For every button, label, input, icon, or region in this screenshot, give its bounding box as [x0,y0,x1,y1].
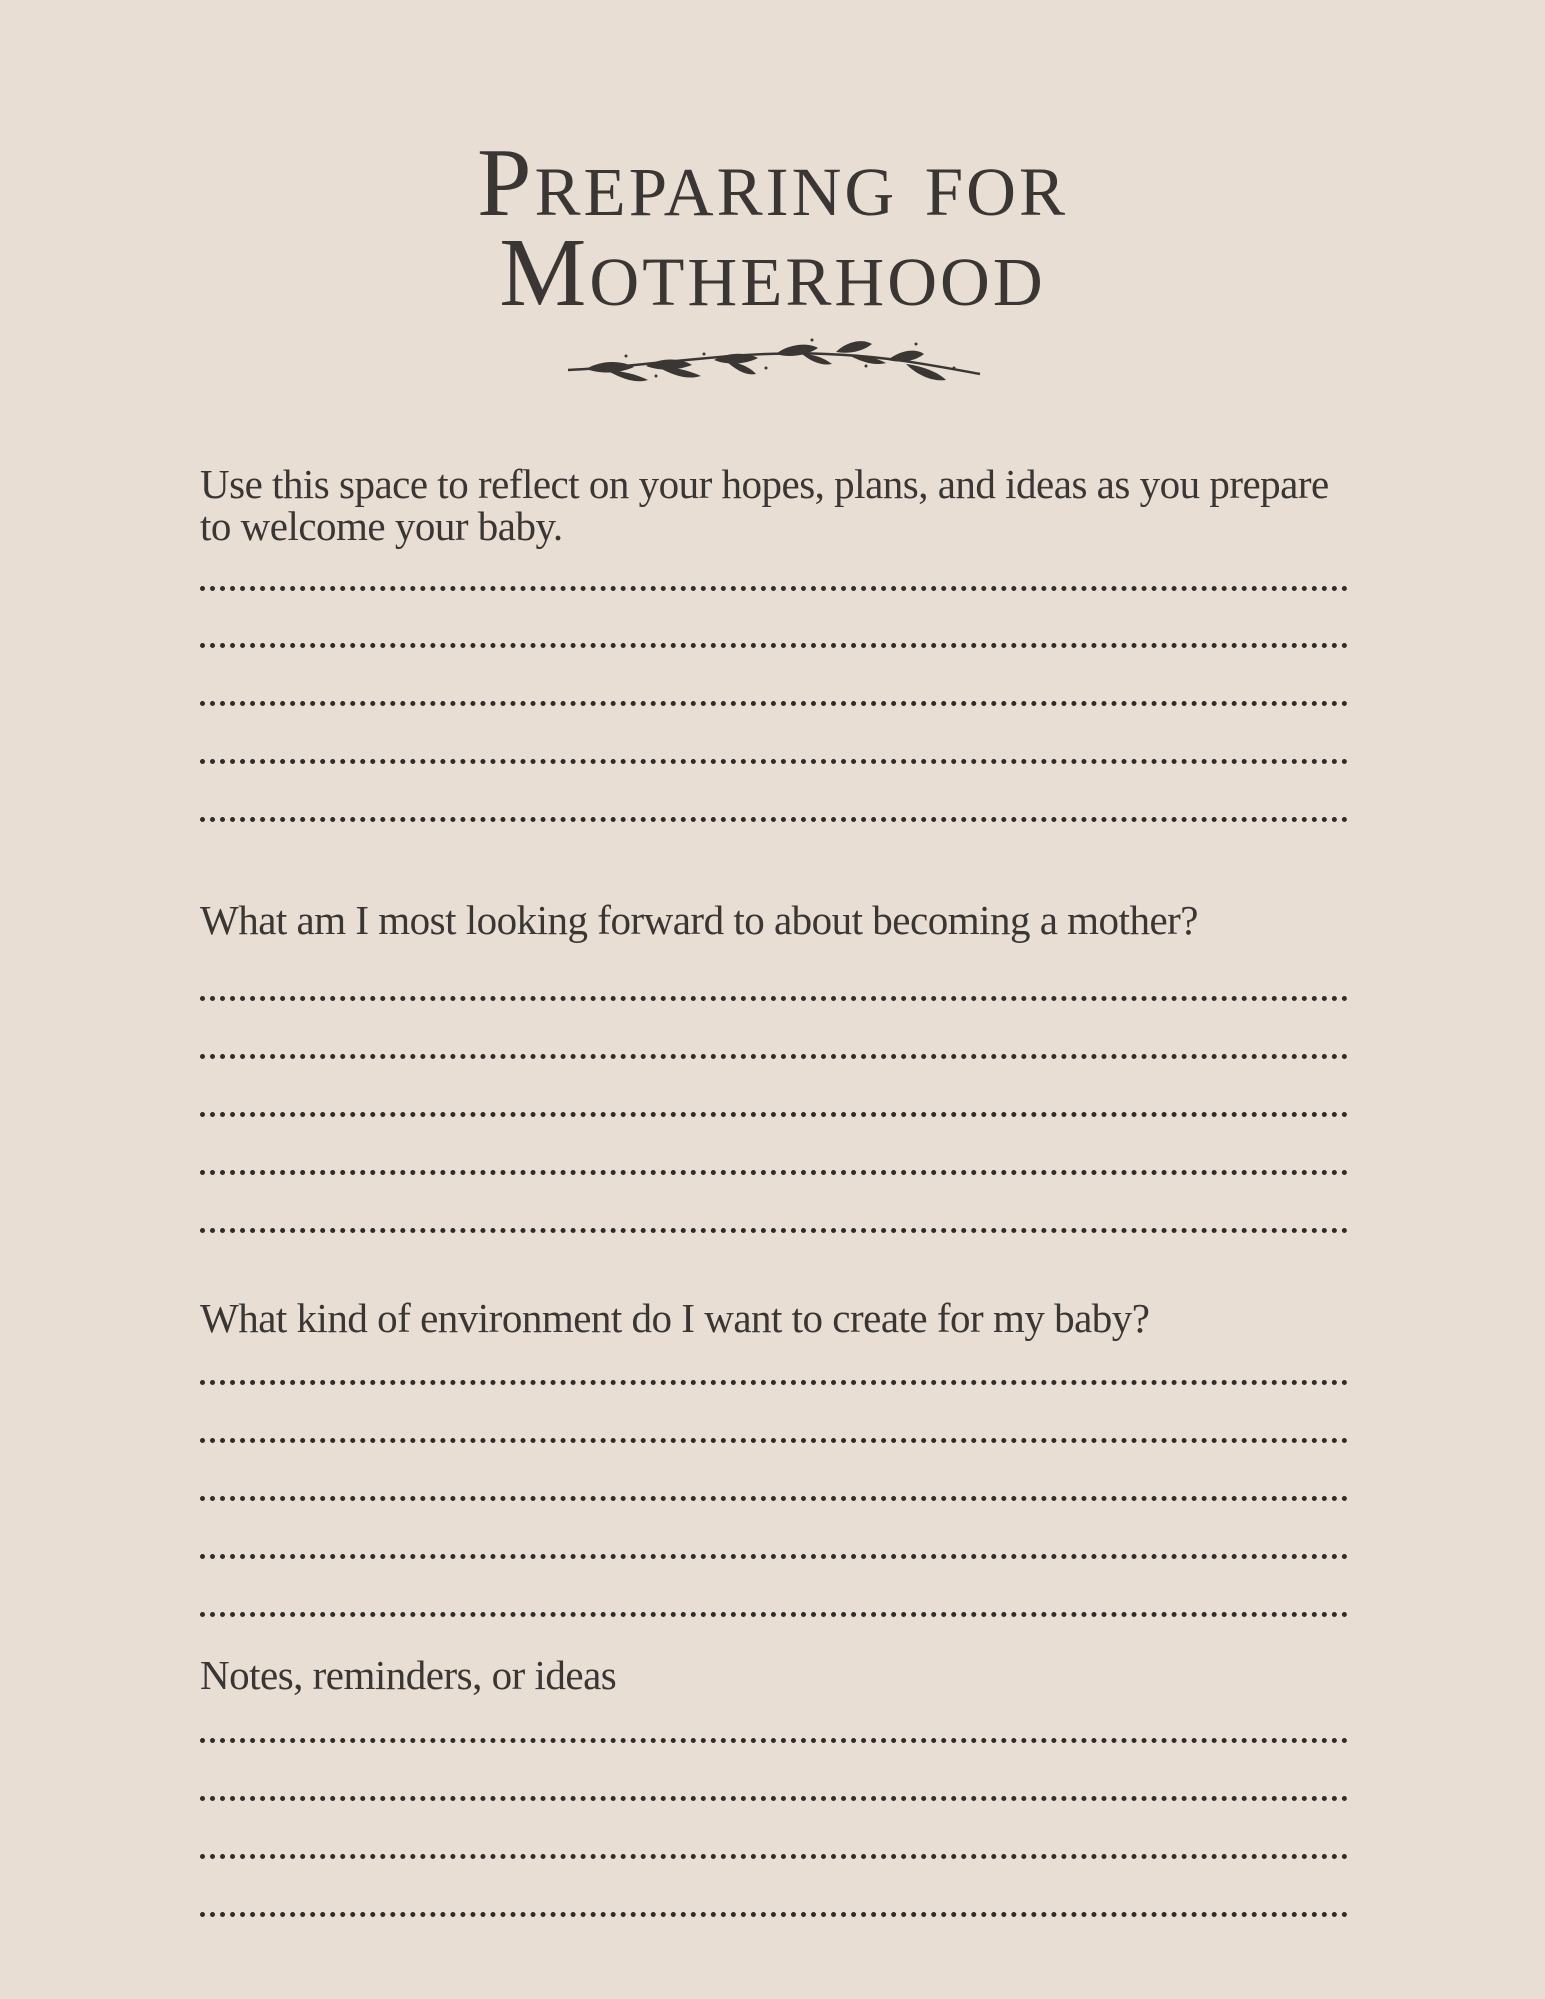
writing-line[interactable] [200,1438,1348,1443]
writing-line[interactable] [200,1054,1348,1059]
leaf-sprig-icon [566,336,982,386]
writing-line[interactable] [200,1112,1348,1117]
page-title-line-2: Motherhood [499,219,1046,327]
writing-line[interactable] [200,1796,1348,1801]
writing-line[interactable] [200,1912,1348,1917]
writing-line[interactable] [200,1554,1348,1559]
writing-line[interactable] [200,817,1348,822]
notes-prompt: Notes, reminders, or ideas [200,1652,617,1698]
writing-line[interactable] [200,1854,1348,1859]
looking-forward-prompt: What am I most looking forward to about becoming a mother? [200,897,1199,943]
writing-line[interactable] [200,1496,1348,1501]
writing-line[interactable] [200,1738,1348,1743]
environment-prompt: What kind of environment do I want to create for my baby? [200,1295,1150,1341]
writing-line[interactable] [200,1228,1348,1233]
writing-line[interactable] [200,643,1348,648]
writing-line[interactable] [200,701,1348,706]
writing-line[interactable] [200,996,1348,1001]
page-title-line-1: Preparing for [477,129,1068,237]
writing-line[interactable] [200,586,1348,591]
reflection-prompt: Use this space to reflect on your hopes, plans, and ideas as you prepare to welcome your baby. [200,461,1329,549]
writing-line[interactable] [200,1380,1348,1385]
writing-line[interactable] [200,1170,1348,1175]
writing-line[interactable] [200,759,1348,764]
writing-line[interactable] [200,1612,1348,1617]
